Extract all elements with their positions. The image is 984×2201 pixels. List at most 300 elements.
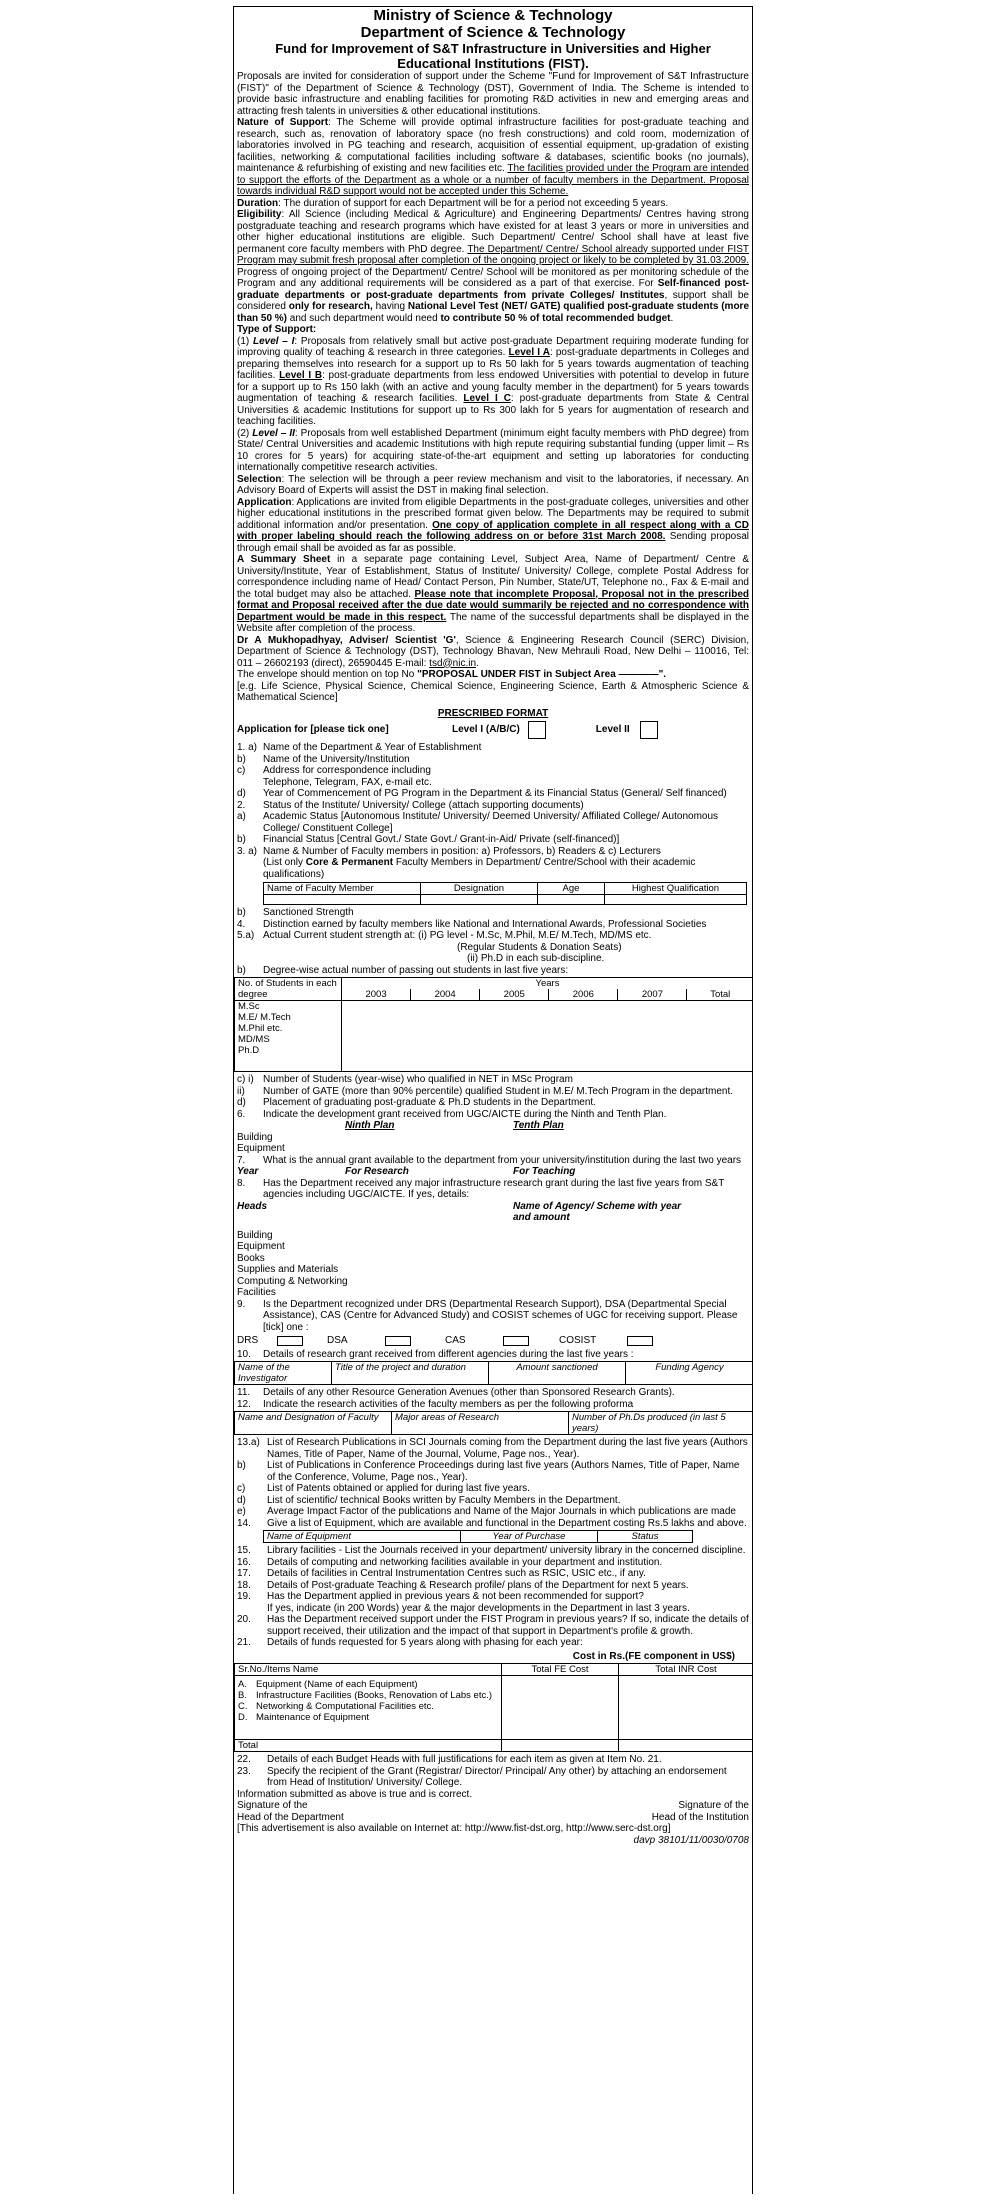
degree-label: Ph.D (238, 1045, 260, 1056)
scheme-options-row (237, 1335, 749, 1347)
form-item (237, 1495, 749, 1507)
item-number: 13.a) (237, 1437, 260, 1448)
form-item (237, 907, 749, 919)
item-text: Name of the University/Institution (263, 753, 410, 765)
table-header: Year of Purchase (461, 1531, 598, 1543)
item-text: Name of the Department & Year of Establishment (263, 742, 482, 753)
item-number: 14. (237, 1517, 251, 1529)
form-item (237, 1557, 749, 1569)
year-header: 2005 (480, 989, 549, 1001)
table-header: Age (538, 883, 605, 895)
form-item (237, 1460, 749, 1483)
table-header: Name and Designation of Faculty (235, 1412, 392, 1435)
form-item (237, 919, 749, 931)
level-2-number: (2) (237, 427, 253, 439)
level-1c-text: : post-graduate departments from State & Central Universities & academic Institutions for support up to Rs 300 lakh for 5 years for augmentation of research and teaching facilities. (237, 393, 749, 427)
plan-row-building: Building (237, 1131, 273, 1143)
item-text: Details of funds requested for 5 years along with phasing for each year: (267, 1637, 583, 1648)
ninth-plan-header: Ninth Plan (345, 1120, 395, 1131)
cost-total-label: Total (235, 1740, 502, 1752)
table-header-row (235, 978, 754, 990)
form-item (237, 834, 749, 846)
table-header: Amount sanctioned (489, 1362, 626, 1385)
item-text: Indicate the development grant received from UGC/AICTE during the Ninth and Tenth Plan. (263, 1108, 667, 1120)
item-text: Details of Post-graduate Teaching & Research profile/ plans of the Department for next 5 years. (267, 1579, 689, 1591)
item-text: Placement of graduating post-graduate & Ph.D students in the Department. (263, 1097, 596, 1108)
item-number: ii) (237, 1085, 245, 1097)
item-text: Indicate the research activities of the faculty members as per the following proforma (263, 1398, 634, 1410)
form-item (237, 788, 749, 800)
contact-name: Dr A Mukhopadhyay, Adviser/ Scientist 'G' (237, 634, 456, 646)
form-item (237, 1387, 749, 1399)
eligibility-bold: Self-financed post-graduate departments or post-graduate departments from private Colleges/ Institutes (237, 278, 749, 301)
year-header: 2003 (342, 989, 411, 1001)
level-2-text: : Proposals from well established Department (minimum eight faculty members with PhD degree) from State/ Central Universities and academic Institutions with high repute requiring substantial funding (upper limit – Rs 10 crores for 5 years) for acquiring state-of-the-art equipment and setting up laboratories for conducting internationally competitive research activities. (237, 427, 750, 473)
eligibility-text: . (670, 312, 674, 324)
cost-item-name: Networking & Computational Facilities etc. (256, 1701, 434, 1712)
cost-table (234, 1663, 753, 1752)
eligibility-text: Progress of ongoing project of the Department/ Centre/ School will be monitored as per monitoring schedule of the Program and any additional requirements will be considered as a part of that exercise. For (237, 266, 749, 289)
form-item (237, 1437, 749, 1460)
item-number: 22. (237, 1754, 251, 1765)
table-cell[interactable] (538, 895, 605, 905)
ministry-title: Ministry of Science & Technology (373, 7, 613, 24)
item-text: Has the Department received support under the FIST Program in previous years? If so, indicate the details of support received, their utilization and the impact of that support in Department's profile & growth. (267, 1614, 749, 1637)
form-item (237, 800, 749, 812)
eligibility-text: and such department would need (287, 312, 441, 324)
eligibility-text: having (372, 301, 408, 312)
heads-list (237, 1230, 749, 1299)
item-number: d) (237, 1494, 246, 1506)
signature-left-title: Head of the Department (237, 1811, 344, 1823)
item-text: Is the Department recognized under DRS (Departmental Research Support), DSA (Departmental Special Assistance), CAS (Centre for Advanced Study) and COSIST schemes of UGC for receiving support. Please [tick] one : (263, 1298, 738, 1333)
form-item (237, 930, 749, 942)
table-row (264, 895, 747, 905)
item-number: 10. (237, 1348, 251, 1360)
format-title-text: PRESCRIBED FORMAT (437, 707, 549, 719)
item-text (263, 857, 749, 880)
selection-paragraph (237, 474, 749, 497)
item-text: Has the Department received any major infrastructure research grant during the last five years from S&T agencies including UGC/AICTE. If yes, details: (263, 1177, 725, 1200)
item-text: Financial Status [Central Govt./ State Govt./ Grant-in-Aid/ Private (self-financed)] (263, 834, 620, 845)
form-item (237, 1178, 749, 1201)
cost-items-list (235, 1676, 502, 1740)
degree-label: M.E/ M.Tech (238, 1012, 291, 1023)
scheme-drs-label: DRS (237, 1335, 259, 1346)
table-cell[interactable] (502, 1676, 619, 1740)
signature-right-title: Head of the Institution (651, 1811, 749, 1823)
heads-header: Heads (237, 1200, 268, 1212)
prescribed-format-title (237, 708, 749, 720)
level-1b-text: : post-graduate departments from less endowed Universities with potential to develop in future for a support up to Rs 150 lakh (with an active and young faculty member in the department) for 5 years towards augmentation of teaching & research facilities. (237, 370, 750, 404)
item-number: 16. (237, 1556, 251, 1568)
application-text: Sending proposal through email shall be avoided as far as possible. (237, 531, 749, 554)
scheme-cosist-label: COSIST (559, 1335, 597, 1346)
grant-header-row (237, 1166, 749, 1178)
table-header-row (235, 1664, 754, 1676)
item-text: List of Patents obtained or applied for during last five years. (267, 1483, 530, 1494)
item-number: 20. (237, 1614, 251, 1625)
application-for-label: Application for [please tick one] (237, 724, 389, 736)
form-item (237, 1349, 749, 1361)
table-header: Name of Equipment (264, 1531, 461, 1543)
degree-label: M.Sc (238, 1001, 260, 1012)
scheme-cas-label: CAS (445, 1335, 466, 1346)
cost-item-name: Equipment (Name of each Equipment) (256, 1679, 418, 1690)
duration-text: : The duration of support for each Department will be for a period not exceeding 5 years. (278, 197, 669, 209)
level-1a-label: Level I A (508, 347, 550, 358)
item-number: 11. (237, 1387, 251, 1398)
level-1-text: : Proposals from relatively small but active post-graduate Department requiring moderate funding for improving quality of teaching & research in three categories. (237, 335, 749, 358)
table-cell[interactable] (264, 895, 421, 905)
table-header: Name of the Investigator (235, 1362, 332, 1385)
table-header: Major areas of Research (392, 1412, 569, 1435)
research-activities-table (234, 1411, 753, 1435)
table-cell[interactable] (421, 895, 538, 905)
form-item-note (237, 942, 749, 954)
research-header: For Research (345, 1166, 409, 1177)
table-header-row (235, 1362, 754, 1385)
form-item (237, 1591, 749, 1603)
scheme-cosist-checkbox[interactable] (627, 1336, 653, 1346)
form-item (237, 1614, 749, 1637)
item-number: 5.a) (237, 930, 255, 941)
item-number: 8. (237, 1177, 246, 1189)
form-item (237, 811, 749, 834)
contact-address: , Science & Engineering Research Council (SERC) Division, Department of Science & Technology (DST), Technology Bhavan, New Mehrauli Road, New Delhi – 110016, Tel: 011 – 26602193 (direct), 26590445 E-mail: (237, 634, 749, 669)
cost-item-name: Maintenance of Equipment (256, 1712, 370, 1723)
level-2-paragraph (237, 428, 749, 474)
types-label: Type of Support: (237, 324, 317, 335)
type-of-support-label (237, 324, 749, 336)
table-cell[interactable] (502, 1740, 619, 1752)
table-cell[interactable] (342, 1001, 754, 1072)
level-1-option-label: Level I (A/B/C) (452, 724, 520, 736)
envelope-paragraph (237, 669, 749, 681)
item-number: b) (237, 834, 246, 845)
form-item-note (237, 857, 749, 880)
year-header: Total (687, 989, 753, 1001)
scheme-drs-checkbox[interactable] (277, 1336, 303, 1346)
item-text: List of Research Publications in SCI Journals coming from the Department during the last five years (Authors Names, Title of Paper, Name of the Journal, Volume, Page nos., Year). (267, 1437, 748, 1460)
item-number: b) (237, 964, 246, 976)
form-item (237, 742, 749, 754)
form-item (237, 1097, 749, 1109)
form-item (237, 765, 749, 777)
form-item (237, 1299, 749, 1334)
form-item-note (237, 953, 749, 965)
year-header: 2004 (411, 989, 480, 1001)
item-number: a) (237, 811, 246, 822)
item-text: Year of Commencement of PG Program in the Department & its Financial Status (General/ Self financed) (263, 788, 727, 799)
signature-right-label: Signature of the (678, 1800, 749, 1811)
item-number: c) i) (237, 1074, 254, 1085)
item-number: 19. (237, 1591, 251, 1602)
item-number: b) (237, 753, 246, 765)
table-row (235, 1676, 754, 1740)
item-number: e) (237, 1506, 246, 1517)
contact-paragraph (237, 635, 749, 670)
item-text: Degree-wise actual number of passing out students in last five years: (263, 964, 569, 976)
form-item (237, 754, 749, 766)
application-level-row (237, 721, 749, 739)
selection-label: Selection (237, 473, 282, 485)
item-text: Details of any other Resource Generation Avenues (other than Sponsored Research Grants). (263, 1387, 675, 1398)
agency-header: Name of Agency/ Scheme with year and amount (513, 1200, 682, 1223)
form-item (237, 1518, 749, 1530)
item-text: Has the Department applied in previous years & not been recommended for support? (267, 1591, 644, 1602)
signature-row-2 (237, 1812, 749, 1824)
table-row (235, 1001, 754, 1072)
intro-paragraph: Proposals are invited for consideration of support under the Scheme "Fund for Improvement of S&T Infrastructure (FIST)" of the Department of Science & Technology (DST), Government of India. The Scheme is intended to provide basic infrastructure and enabling facilities for promoting R&D activities in new and emerging areas and attracting fresh talents in universities & other educational institutions. (237, 71, 749, 117)
item-number: 15. (237, 1545, 251, 1556)
year-header: Year (237, 1166, 259, 1177)
item-text: Average Impact Factor of the publications and Name of the Major Journals in which publications are made (267, 1506, 736, 1517)
degree-list (235, 1001, 342, 1072)
cost-item-letter: D. (238, 1712, 248, 1723)
subject-area-examples: [e.g. Life Science, Physical Science, Chemical Science, Engineering Science, Earth & Atmospheric Science & Mathematical Science] (237, 680, 749, 703)
scheme-title-line2: Educational Institutions (FIST). (397, 56, 589, 71)
level-1-checkbox[interactable] (528, 721, 546, 739)
scheme-dsa-checkbox[interactable] (385, 1336, 411, 1346)
eligibility-bold: only for research, (288, 301, 373, 312)
item-text: If yes, indicate (in 200 Words) year & the major developments in the Department in last 3 years. (267, 1602, 690, 1614)
level-2-option-label: Level II (595, 724, 630, 736)
table-cell[interactable] (619, 1740, 754, 1752)
grants-table (234, 1361, 753, 1385)
item-number: c) (237, 1483, 246, 1494)
item-text: Details of facilities in Central Instrumentation Centres such as RSIC, USIC etc., if any. (267, 1568, 646, 1579)
application-deadline: One copy of application complete in all respect along with a CD with proper labeling should reach the following address on or before 31st March 2008. (237, 519, 749, 542)
head-item: Equipment (237, 1241, 285, 1252)
item-text: List of scientific/ technical Books written by Faculty Members in the Department. (267, 1494, 621, 1506)
signature-row-1 (237, 1800, 749, 1812)
item-text: Number of GATE (more than 90% percentile) qualified Student in M.E/ M.Tech Program in the department. (263, 1085, 734, 1097)
table-row (235, 1740, 754, 1752)
nature-of-support (237, 117, 749, 198)
item-number: 1. a) (237, 742, 258, 753)
item-number: 23. (237, 1765, 251, 1777)
form-item (237, 1399, 749, 1411)
item-text: Give a list of Equipment, which are available and functional in the Department costing Rs.5 lakhs and above. (267, 1517, 747, 1529)
form-item (237, 1483, 749, 1495)
item-text: Name & Number of Faculty members in position: a) Professors, b) Readers & c) Lecturers (263, 845, 661, 857)
item-text: List of Publications in Conference Proceedings during last five years (Authors Names, Title of Paper, Name of the Conference, Volume, Page nos., Year). (267, 1460, 740, 1483)
year-header: 2007 (618, 989, 687, 1001)
item-text: (ii) Ph.D in each sub-discipline. (467, 953, 605, 964)
table-header: Title of the project and duration (332, 1362, 489, 1385)
form-item (237, 1086, 749, 1098)
item-text: Academic Status [Autonomous Institute/ University/ Deemed University/ Affiliated College/ Autonomous College/ Constituent College] (263, 811, 719, 834)
cost-item-name: Infrastructure Facilities (Books, Renovation of Labs etc.) (256, 1690, 493, 1701)
table-header-row (264, 883, 747, 895)
form-item (237, 1580, 749, 1592)
nature-note: The facilities provided under the Program are intended to support the efforts of the Department as a whole or a number of faculty members in the Department. Proposal towards individual R&D support would not be accepted under this Scheme. (237, 163, 749, 197)
contact-email[interactable]: tsd@nic.in (429, 657, 477, 669)
item-number: d) (237, 1097, 246, 1108)
item-text: Details of computing and networking facilities available in your department and institution. (267, 1556, 663, 1568)
table-header: Status (598, 1531, 693, 1543)
item-text: Status of the Institute/ University/ College (attach supporting documents) (263, 799, 584, 811)
item-number: c) (237, 765, 246, 776)
item-number: 7. (237, 1154, 246, 1166)
item-number: 6. (237, 1108, 246, 1120)
level-1-label: Level – I (252, 335, 295, 347)
duration-label: Duration (237, 197, 279, 209)
form-item (237, 1754, 749, 1766)
duration-paragraph (237, 198, 749, 210)
heads-header-row (237, 1201, 749, 1224)
eligibility-note: The Department/ Centre/ School already supported under FIST Program may submit fresh proposal after completion of the ongoing project or likely to be completed by 31.03.2009. (237, 243, 749, 266)
level-1b-label: Level I B (279, 370, 323, 381)
form-item (237, 846, 749, 858)
item-number: 21. (237, 1637, 251, 1648)
item-text: Address for correspondence including (263, 765, 431, 776)
table-header: Designation (421, 883, 538, 895)
table-header-row (264, 1531, 693, 1543)
davp-code: davp 38101/11/0030/0708 (633, 1834, 749, 1846)
table-header: Name of Faculty Member (264, 883, 421, 895)
eligibility-bold: to contribute 50 % of total recommended budget (440, 312, 671, 324)
head-item: Computing & Networking (237, 1275, 348, 1287)
table-cell[interactable] (619, 1676, 754, 1740)
level-1-paragraph (237, 336, 749, 428)
application-paragraph (237, 497, 749, 555)
head-item: Supplies and Materials (237, 1264, 339, 1275)
eligibility-text: , support shall be considered (237, 289, 749, 312)
table-header: Total INR Cost (619, 1664, 754, 1676)
cost-item-letter: C. (238, 1701, 248, 1712)
form-item (237, 1074, 749, 1086)
summary-warning: Please note that incomplete Proposal, Proposal not in the prescribed format and Proposal received after the due date would summarily be rejected and no correspondence with Department would be made in this respect. (237, 588, 749, 623)
cost-caption: Cost in Rs.(FE component in US$) (572, 1650, 735, 1662)
item-number: 12. (237, 1398, 251, 1410)
nature-text: : The Scheme will provide optimal infrastructure facilities for post-graduate teaching and research, such as, renovation of laboratory space (no fresh constructions) and cold room, modernization of laboratories involved in PG teaching and research, acquisition of essential equipment, up-gradation of existing facilities, networking & computational facilities including software & databases, scientific books (no journals), maintenance & refurbishing of existing and new facilities etc. (237, 117, 749, 174)
eligibility-label: Eligibility (237, 209, 282, 220)
table-cell[interactable] (605, 895, 747, 905)
level-2-label: Level – II (252, 427, 295, 439)
teaching-header: For Teaching (513, 1166, 576, 1177)
item-text: Number of Students (year-wise) who qualified in NET in MSc Program (263, 1074, 573, 1085)
application-text: : Applications are invited from eligible Departments in the post-graduate colleges, universities and other higher educational institutions in the prescribed format given below. The Departments may be required to submit additional information and/or presentation. (237, 496, 749, 531)
item-number: 9. (237, 1298, 246, 1310)
contact-end: . (476, 657, 479, 669)
table-header: Highest Qualification (605, 883, 747, 895)
cost-item (238, 1701, 498, 1712)
cost-item (238, 1679, 498, 1690)
note-bold: Core & Permanent (305, 857, 394, 868)
item-text: Details of each Budget Heads with full justifications for each item as given at Item No. 21. (267, 1754, 662, 1765)
item-text: Sanctioned Strength (263, 907, 354, 918)
item-number: 18. (237, 1579, 251, 1591)
table-header: Sr.No./Items Name (235, 1664, 502, 1676)
form-item (237, 1568, 749, 1580)
form-item (237, 1637, 749, 1649)
cost-item (238, 1712, 498, 1723)
form-item (237, 777, 749, 789)
summary-text: The name of the successful departments shall be displayed in the Website after completion of the process. (237, 611, 750, 634)
item-text: (Regular Students & Donation Seats) (457, 941, 622, 953)
head-item: Facilities (237, 1287, 276, 1298)
item-text: Actual Current student strength at: (i) PG level - M.Sc, M.Phil, M.E/ M.Tech, MD/MS etc. (263, 930, 652, 941)
plan-header-row (237, 1120, 749, 1132)
summary-text: in a separate page containing Level, Subject Area, Name of Department/ Centre & University/Institute, Year of Establishment, Status of Institute/ University/ College, complete Postal Address for correspondence including name of Head/ Contact Person, Pin Number, State/UT, Telephone no., Fax & E-mail and the total budget may also be attached. (237, 554, 750, 600)
item-number: 17. (237, 1568, 251, 1579)
item-text: Distinction earned by faculty members like National and International Awards, Professional Societies (263, 918, 707, 930)
level-1c-label: Level I C (463, 393, 511, 404)
item-number: b) (237, 1460, 246, 1471)
level-1-number: (1) (237, 335, 253, 347)
head-item: Books (237, 1252, 265, 1264)
degree-label: MD/MS (238, 1034, 270, 1045)
head-item: Building (237, 1229, 273, 1241)
note-text: Faculty Members in Department/ Centre/School with their academic qualifications) (263, 857, 696, 880)
selection-text: : The selection will be through a peer review mechanism and visit to the laboratories, if necessary. An Advisory Board of Experts will assist the DST in making final selection. (237, 473, 749, 496)
department-title: Department of Science & Technology (360, 24, 626, 41)
internet-note: [This advertisement is also available on Internet at: http://www.fist-dst.org, http://www.serc-dst.org] (237, 1823, 671, 1834)
eligibility-paragraph (237, 209, 749, 324)
table-header: No. of Students in each degree (235, 978, 342, 1001)
form-item (237, 1545, 749, 1557)
advertisement-page (233, 6, 753, 2194)
form-item (237, 1109, 749, 1121)
level-2-checkbox[interactable] (640, 721, 658, 739)
degree-label: M.Phil etc. (238, 1023, 283, 1034)
item-text: Specify the recipient of the Grant (Registrar/ Director/ Principal/ Any other) by attaching an endorsement from Head of Institution/ University/ College. (267, 1765, 727, 1788)
item-text: Details of research grant received from different agencies during the last five years : (263, 1348, 634, 1360)
form-item (237, 1155, 749, 1167)
item-number: 3. a) (237, 845, 258, 857)
eligibility-bold: National Level Test (NET/ GATE) qualified post-graduate students (more than 50 %) (237, 301, 750, 324)
year-header: 2006 (549, 989, 618, 1001)
table-header: Funding Agency (626, 1362, 754, 1385)
item-text: Library facilities - List the Journals received in your department/ university library in the concerned discipline. (267, 1545, 746, 1556)
application-label: Application (237, 496, 292, 508)
envelope-subject: "PROPOSAL UNDER FIST in Subject Area ————". (417, 669, 667, 680)
summary-label: A Summary Sheet (237, 554, 331, 565)
cost-item (238, 1690, 498, 1701)
level-1a-text: : post-graduate departments in Colleges and preparing themselves into research for a support up to Rs 50 lakh for 5 years towards augmentation of teaching facilities. (237, 347, 750, 381)
item-number: 2. (237, 799, 246, 811)
eligibility-text: : All Science (including Medical & Agriculture) and Engineering Departments/ Centres having strong postgraduate teaching and research programs which have existed for at least 3 years or more in universities and other higher educational institutions are eligible. Such Department/ Centre/ School shall have at least five permanent core faculty members with PhD degree. (237, 209, 749, 255)
item-number: d) (237, 788, 246, 799)
tenth-plan-header: Tenth Plan (513, 1120, 564, 1131)
plan-row-equipment: Equipment (237, 1143, 285, 1154)
certification-text: Information submitted as above is true and is correct. (237, 1788, 473, 1800)
item-text: What is the annual grant available to the department from your university/institution during the last two years (263, 1154, 742, 1166)
note-text: (List only (263, 857, 306, 868)
equipment-table (263, 1530, 693, 1543)
table-header-row (235, 1412, 754, 1435)
form-item (237, 965, 749, 977)
cost-item-letter: B. (238, 1690, 247, 1701)
years-header: Years (342, 978, 754, 990)
scheme-cas-checkbox[interactable] (503, 1336, 529, 1346)
form-item-note (237, 1603, 749, 1615)
table-header: Total FE Cost (502, 1664, 619, 1676)
item-number: b) (237, 907, 246, 918)
item-text: Telephone, Telegram, FAX, e-mail etc. (263, 776, 432, 788)
table-header: Number of Ph.Ds produced (in last 5 years) (569, 1412, 754, 1435)
envelope-text: The envelope should mention on top No (237, 669, 418, 680)
item-number: 4. (237, 918, 246, 930)
form-item (237, 1766, 749, 1789)
faculty-table (263, 882, 747, 905)
scheme-title-line1: Fund for Improvement of S&T Infrastructure in Universities and Higher (275, 41, 711, 56)
students-table (234, 977, 753, 1072)
form-item (237, 1506, 749, 1518)
cost-item-letter: A. (238, 1679, 247, 1690)
